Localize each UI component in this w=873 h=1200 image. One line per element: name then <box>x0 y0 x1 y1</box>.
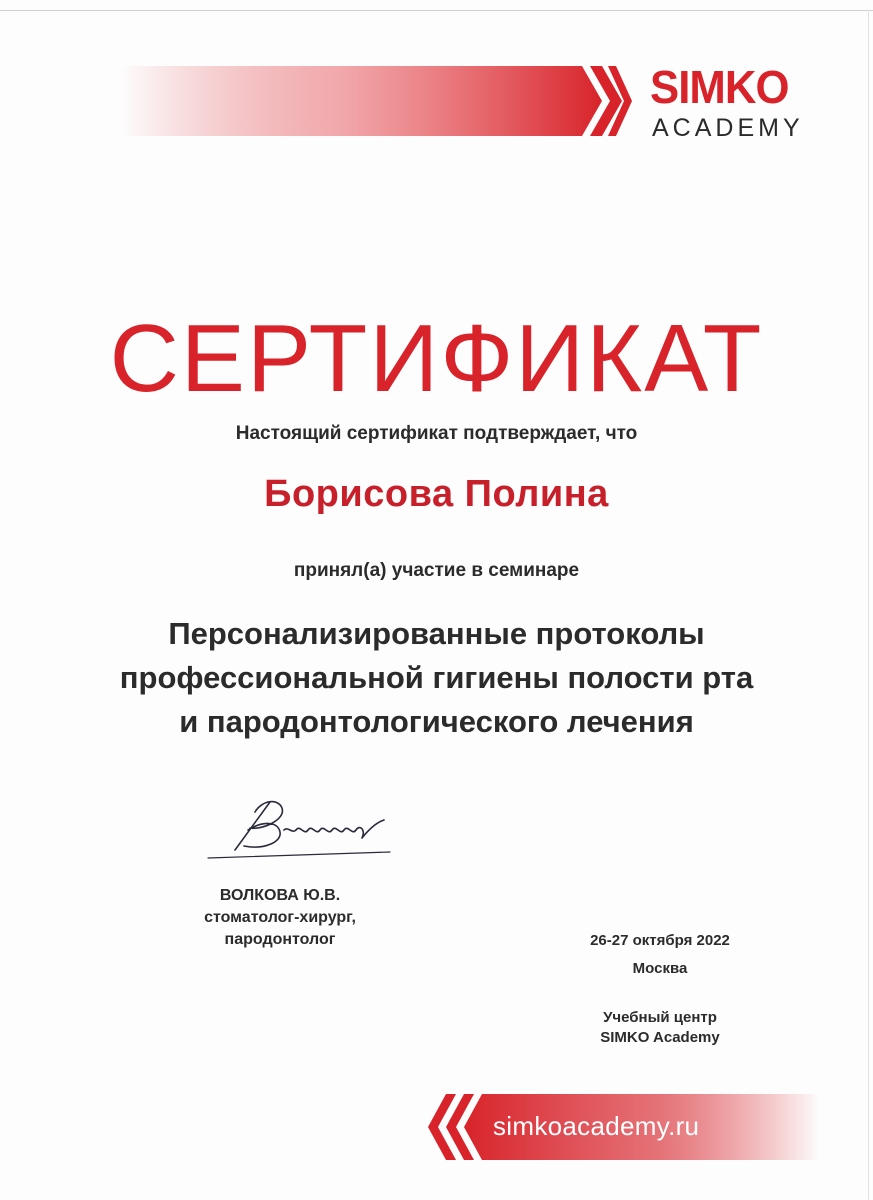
signer-block <box>150 885 410 951</box>
event-city: Москва <box>632 960 688 977</box>
website-link[interactable]: simkoacademy.ru <box>493 1111 700 1141</box>
seminar-title-line: и пародонтологического лечения <box>179 704 694 739</box>
training-center-line: Учебный центр <box>603 1009 717 1026</box>
logo-brand-text: SIMKO <box>650 61 789 113</box>
training-center-line: SIMKO Academy <box>600 1029 720 1046</box>
certificate-title: СЕРТИФИКАТ <box>109 305 764 412</box>
confirm-text: Настоящий сертификат подтверждает, что <box>235 423 638 444</box>
seminar-title <box>0 612 873 744</box>
header-gradient-band <box>120 66 632 136</box>
seminar-title-line: Персонализированные протоколы <box>168 616 705 651</box>
seminar-title-line: профессиональной гигиены полости рта <box>119 660 754 695</box>
signer-name: ВОЛКОВА Ю.В. <box>219 887 341 904</box>
training-center <box>560 1008 760 1048</box>
event-date: 26-27 октября 2022 <box>590 932 730 949</box>
signer-role: стоматолог-хирург, <box>204 909 356 926</box>
signer-role: пародонтолог <box>224 931 336 948</box>
scan-edge <box>868 10 869 1200</box>
recipient-name: Борисова Полина <box>264 473 609 515</box>
participation-text: принял(а) участие в семинаре <box>293 560 580 581</box>
handwritten-signature <box>200 790 400 865</box>
scan-edge <box>0 10 873 11</box>
simko-academy-logo <box>640 60 840 150</box>
logo-sub-text: ACADEMY <box>652 114 804 142</box>
